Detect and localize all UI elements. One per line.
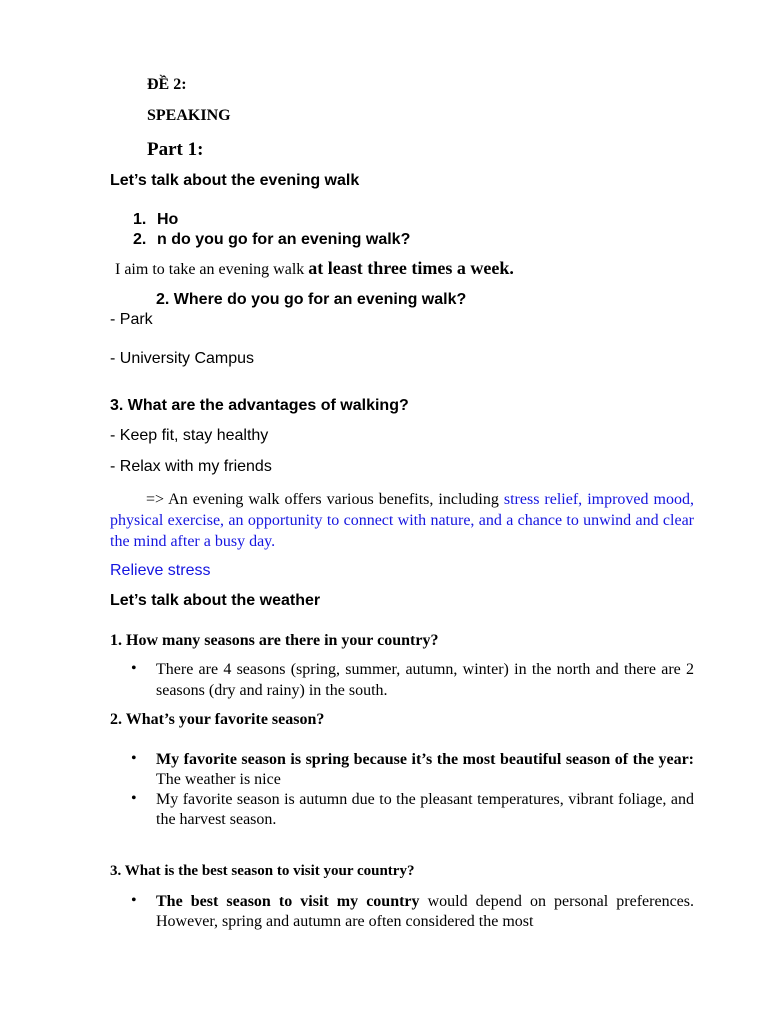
answer-frequency — [115, 258, 514, 279]
list-number: 1. — [133, 211, 147, 228]
list-item — [133, 231, 410, 249]
answer-seasons: There are 4 seasons (spring, summer, autumn, winter) in the north and there are 2 seasons (dry and rainy) in the south. — [156, 661, 694, 699]
answer-favorite-spring-text: The weather is nice — [156, 771, 281, 788]
summary-text: => An evening walk offers various benefits, including — [146, 491, 504, 508]
answer-item: - Relax with my friends — [110, 458, 272, 475]
question-seasons: 1. How many seasons are there in your country? — [110, 632, 439, 649]
answer-frequency-emphasis: at least three times a week. — [308, 258, 514, 278]
bullet-icon: • — [131, 790, 137, 807]
answer-item: - Keep fit, stay healthy — [110, 427, 269, 444]
list-text: Ho — [157, 211, 179, 228]
bullet-icon: • — [131, 892, 137, 909]
summary-highlight: stress relief, improved mood, physical exercise, an opportunity to connect with nature, and a chance to unwind and clear the mind after a busy day. — [110, 491, 694, 550]
question-best-season: 3. What is the best season to visit your country? — [110, 863, 415, 879]
answer-favorite-autumn: My favorite season is autumn due to the pleasant temperatures, vibrant foliage, and the harvest season. — [156, 791, 694, 828]
relieve-stress-note: Relieve stress — [110, 562, 211, 579]
question-where: 2. Where do you go for an evening walk? — [156, 291, 467, 308]
section-title: SPEAKING — [147, 107, 231, 124]
answer-favorite-spring — [156, 750, 694, 790]
part-title: Part 1: — [147, 139, 204, 160]
answer-frequency-text: I aim to take an evening walk — [115, 261, 309, 278]
answer-item: - University Campus — [110, 350, 255, 367]
bullet-icon: • — [131, 660, 137, 677]
answer-best-season — [156, 892, 694, 932]
answer-best-season-bold: The best season to visit my country — [156, 893, 420, 910]
question-advantages: 3. What are the advantages of walking? — [110, 397, 409, 414]
list-text: n do you go for an evening walk? — [157, 231, 411, 248]
answer-best-season-text: would depend on personal preferences. However, spring and autumn are often considered the most — [156, 893, 695, 930]
answer-item: - Park — [110, 311, 153, 328]
exam-label: ĐỀ 2: — [147, 76, 187, 93]
answer-favorite-spring-bold: My favorite season is spring because it’s the most beautiful season of the year: — [156, 751, 694, 768]
list-item — [133, 211, 178, 229]
topic-evening-walk-title: Let’s talk about the evening walk — [110, 172, 360, 189]
question-favorite-season: 2. What’s your favorite season? — [110, 711, 325, 728]
bullet-icon: • — [131, 750, 137, 767]
topic-weather-title: Let’s talk about the weather — [110, 592, 321, 609]
list-number: 2. — [133, 231, 147, 248]
summary-paragraph — [110, 489, 694, 552]
